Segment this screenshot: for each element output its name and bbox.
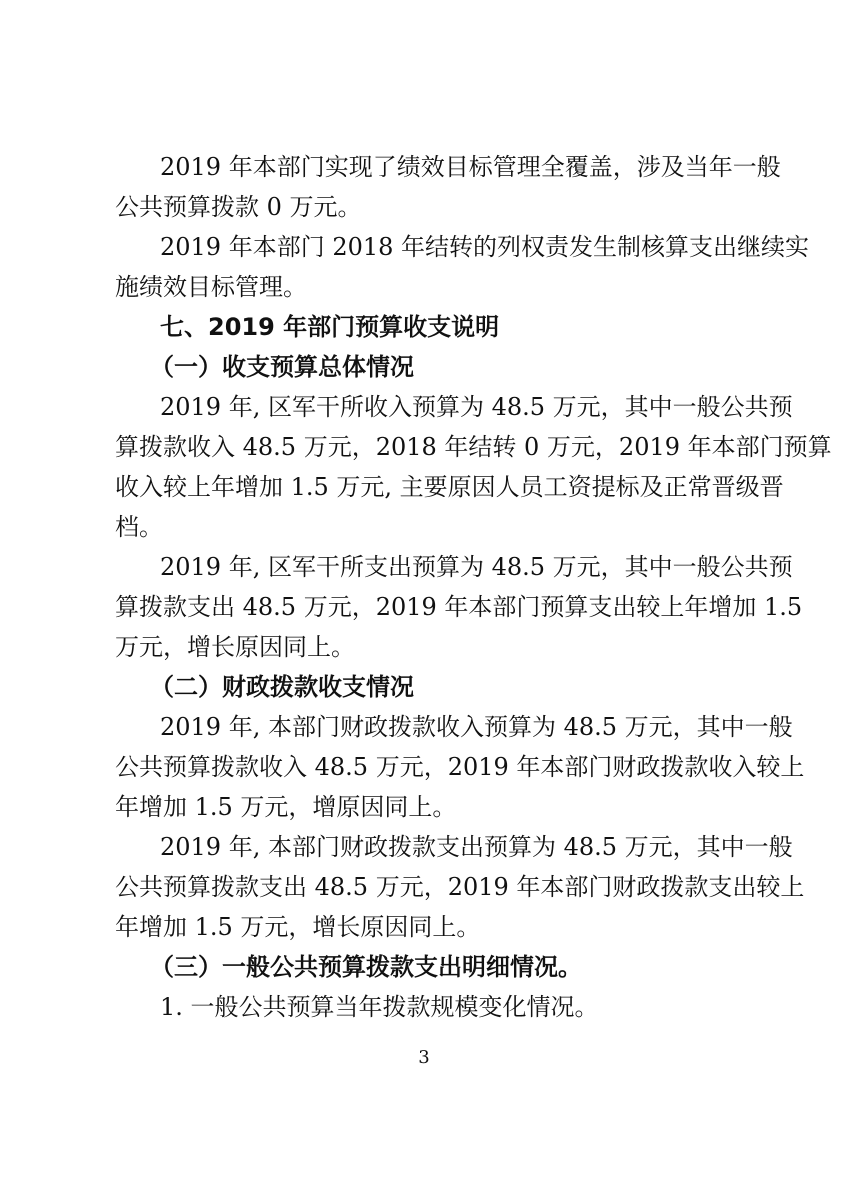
paragraph-carryover-line-1: 2019 年本部门 2018 年结转的列权责发生制核算支出继续实 [160,233,810,261]
paragraph-fiscal-expense-line-2: 公共预算拨款支出 48.5 万元，2019 年本部门财政拨款支出较上 [115,873,805,901]
paragraph-fiscal-expense-line-3: 年增加 1.5 万元，增长原因同上。 [115,913,481,941]
paragraph-income-line-3: 收入较上年增加 1.5 万元, 主要原因人员工资提标及正常晋级晋 [115,473,784,501]
paragraph-income-line-1: 2019 年, 区军干所收入预算为 48.5 万元，其中一般公共预 [160,393,793,421]
paragraph-fiscal-income-line-2: 公共预算拨款收入 48.5 万元，2019 年本部门财政拨款收入较上 [115,753,805,781]
paragraph-expense-line-1: 2019 年, 区军干所支出预算为 48.5 万元，其中一般公共预 [160,553,793,581]
subheading-2: （二）财政拨款收支情况 [150,673,414,701]
paragraph-expense-line-3: 万元，增长原因同上。 [115,633,355,661]
paragraph-fiscal-income-line-3: 年增加 1.5 万元，增原因同上。 [115,793,457,821]
page-number: 3 [418,1047,430,1068]
numbered-item-1: 1. 一般公共预算当年拨款规模变化情况。 [160,993,599,1021]
subheading-1: （一）收支预算总体情况 [150,353,414,381]
paragraph-carryover-line-2: 施绩效目标管理。 [115,273,307,301]
paragraph-expense-line-2: 算拨款支出 48.5 万元，2019 年本部门预算支出较上年增加 1.5 [115,593,803,621]
paragraph-fiscal-expense-line-1: 2019 年, 本部门财政拨款支出预算为 48.5 万元，其中一般 [160,833,793,861]
paragraph-fiscal-income-line-1: 2019 年, 本部门财政拨款收入预算为 48.5 万元，其中一般 [160,713,793,741]
subheading-3: （三）一般公共预算拨款支出明细情况。 [150,953,582,981]
paragraph-performance-line-1: 2019 年本部门实现了绩效目标管理全覆盖，涉及当年一般 [160,153,781,181]
paragraph-performance-line-2: 公共预算拨款 0 万元。 [115,193,362,221]
section-heading-7: 七、2019 年部门预算收支说明 [160,313,500,341]
paragraph-income-line-2: 算拨款收入 48.5 万元，2018 年结转 0 万元，2019 年本部门预算 [115,433,832,461]
paragraph-income-line-4: 档。 [115,513,163,541]
